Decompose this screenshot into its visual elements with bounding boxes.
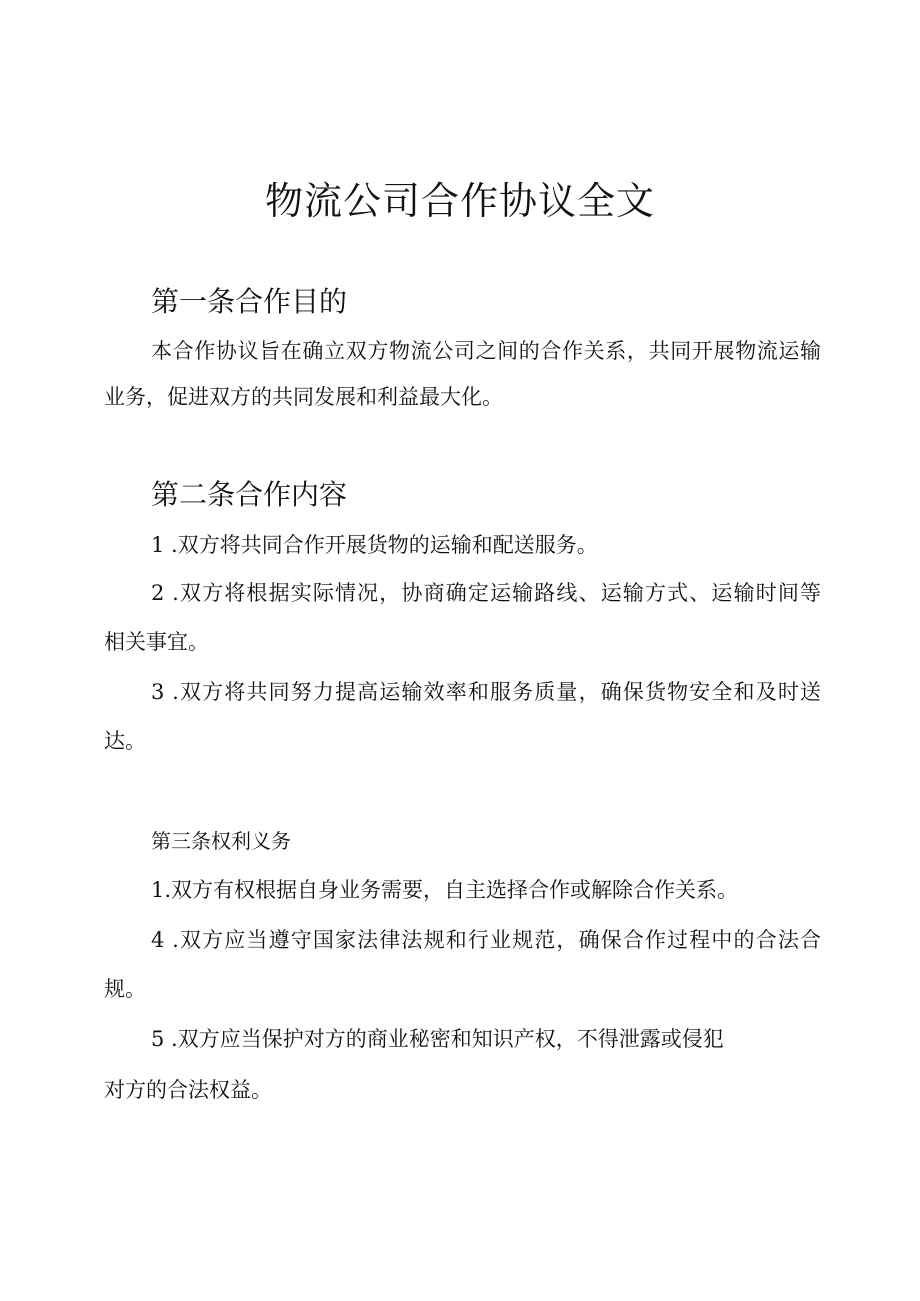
section-2-heading: 第二条合作内容 bbox=[151, 478, 348, 511]
section-2-line-3: 相关事宜。 bbox=[104, 630, 209, 654]
section-2-line-1: 1 .双方将共同合作开展货物的运输和配送服务。 bbox=[151, 533, 598, 557]
section-2-line-4: 3 .双方将共同努力提高运输效率和服务质量，确保货物安全和及时送 bbox=[151, 680, 821, 704]
section-3-line-4: 5 .双方应当保护对方的商业秘密和知识产权，不得泄露或侵犯 bbox=[151, 1027, 724, 1051]
section-3-line-1: 1.双方有权根据自身业务需要，自主选择合作或解除合作关系。 bbox=[151, 878, 739, 902]
section-1-heading: 第一条合作目的 bbox=[151, 285, 348, 318]
section-2-line-2: 2 .双方将根据实际情况，协商确定运输路线、运输方式、运输时间等 bbox=[151, 581, 821, 605]
section-3-line-3: 规。 bbox=[104, 977, 146, 1001]
section-3-heading: 第三条权利义务 bbox=[151, 829, 291, 853]
section-3-line-2: 4 .双方应当遵守国家法律法规和行业规范，确保合作过程中的合法合 bbox=[151, 928, 821, 952]
document-title: 物流公司合作协议全文 bbox=[264, 179, 655, 223]
section-1-line-1: 本合作协议旨在确立双方物流公司之间的合作关系，共同开展物流运输 bbox=[151, 339, 821, 363]
section-3-line-5: 对方的合法权益。 bbox=[104, 1078, 272, 1102]
section-1-line-2: 业务，促进双方的共同发展和利益最大化。 bbox=[104, 385, 503, 409]
section-2-line-5: 达。 bbox=[104, 729, 146, 753]
